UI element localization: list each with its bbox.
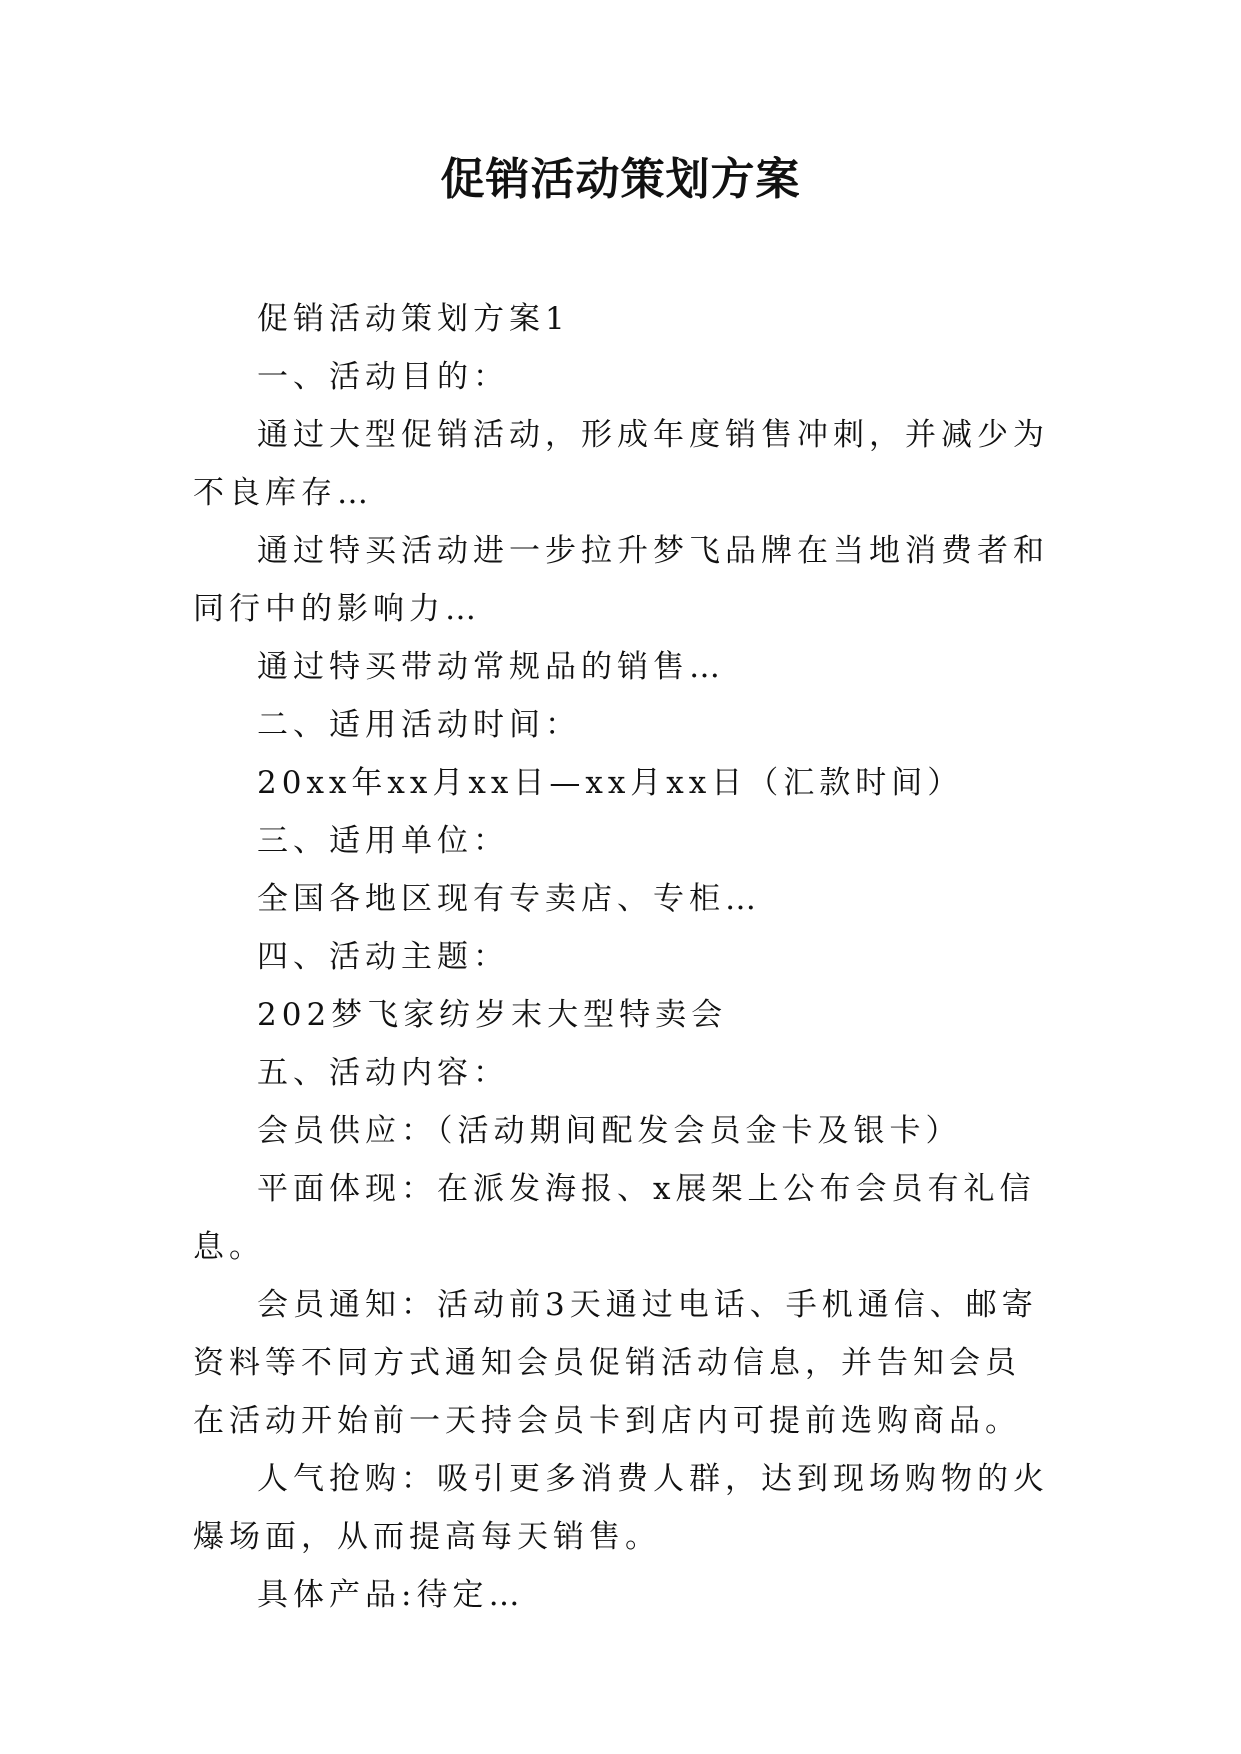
document-title: 促销活动策划方案 [440, 154, 801, 205]
body-paragraph: 全国各地区现有专卖店、专柜… [257, 881, 761, 917]
body-paragraph: 202梦飞家纺岁末大型特卖会 [257, 997, 728, 1033]
section-heading: 促销活动策划方案1 [257, 301, 570, 337]
body-paragraph: 通过大型促销活动，形成年度销售冲刺，并减少为不良库存… [193, 417, 1049, 511]
body-paragraph: 通过特买带动常规品的销售… [257, 649, 725, 685]
body-paragraph: 通过特买活动进一步拉升梦飞品牌在当地消费者和同行中的影响力… [193, 533, 1049, 627]
body-paragraph: 人气抢购：吸引更多消费人群，达到现场购物的火爆场面，从而提高每天销售。 [193, 1461, 1049, 1555]
body-paragraph: 平面体现：在派发海报、x展架上公布会员有礼信息。 [193, 1171, 1036, 1265]
section-heading: 五、活动内容： [257, 1055, 509, 1091]
section-heading: 二、适用活动时间： [257, 707, 581, 743]
section-heading: 四、活动主题： [257, 939, 509, 975]
body-paragraph: 具体产品:待定… [257, 1577, 525, 1613]
body-paragraph: 会员供应：（活动期间配发会员金卡及银卡） [257, 1113, 962, 1149]
section-heading: 一、活动目的： [257, 359, 509, 395]
section-heading: 三、适用单位： [257, 823, 509, 859]
body-paragraph: 20xx年xx月xx日—xx月xx日（汇款时间） [257, 765, 964, 801]
body-paragraph: 会员通知：活动前3天通过电话、手机通信、邮寄资料等不同方式通知会员促销活动信息，并告知会员在活动开始前一天持会员卡到店内可提前选购商品。 [193, 1287, 1038, 1439]
document-body [193, 290, 1050, 1624]
